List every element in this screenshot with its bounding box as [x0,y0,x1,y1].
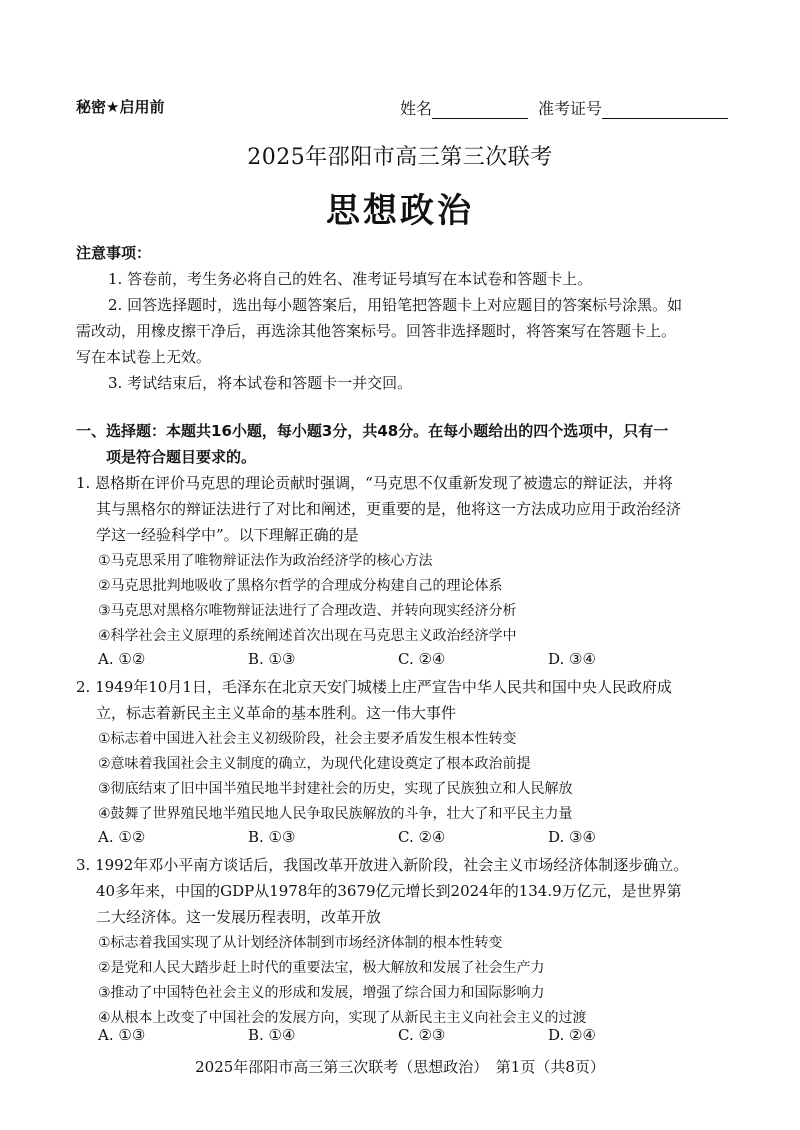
question-3-stem: 二大经济体。这一发展历程表明，改革开放 [96,908,382,926]
question-2-statement: ②意味着我国社会主义制度的确立，为现代化建设奠定了根本政治前提 [98,756,531,772]
page-footer: 2025年邵阳市高三第三次联考（思想政治） 第1页（共8页） [195,1058,605,1076]
candidate-fields [400,96,728,119]
section-heading: 一、选择题：本题共16小题，每小题3分，共48分。在每小题给出的四个选项中，只有一 [76,422,669,440]
option-a[interactable]: A. ①② [98,650,146,668]
notice-item: 1. 答卷前，考生务必将自己的姓名、准考证号填写在本试卷和答题卡上。 [108,270,593,288]
option-c[interactable]: C. ②④ [398,828,446,846]
exam-number-label: 准考证号 [538,99,603,118]
option-d[interactable]: D. ②④ [548,1026,596,1044]
question-1-statement: ②马克思批判地吸收了黑格尔哲学的合理成分构建自己的理论体系 [98,578,503,594]
question-2-statement: ④鼓舞了世界殖民地半殖民地人民争取民族解放的斗争，壮大了和平民主力量 [98,806,573,822]
question-2-statement: ③彻底结束了旧中国半殖民地半封建社会的历史，实现了民族独立和人民解放 [98,781,573,797]
question-2-stem: 2. 1949年10月1日，毛泽东在北京天安门城楼上庄严宣告中华人民共和国中央人民政府成 [76,678,672,696]
notice-heading: 注意事项： [76,244,152,262]
option-b[interactable]: B. ①③ [248,650,296,668]
question-2-options [98,828,698,846]
name-label: 姓名 [400,99,433,118]
question-3-statement: ②是党和人民大踏步赶上时代的重要法宝，极大解放和发展了社会生产力 [98,960,545,976]
option-d[interactable]: D. ③④ [548,828,596,846]
option-d[interactable]: D. ③④ [548,650,596,668]
section-heading-cont: 项是符合题目要求的。 [106,448,257,466]
option-b[interactable]: B. ①④ [248,1026,296,1044]
option-a[interactable]: A. ①② [98,828,146,846]
question-1-statement: ①马克思采用了唯物辩证法作为政治经济学的核心方法 [98,553,433,569]
question-3-stem: 3. 1992年邓小平南方谈话后，我国改革开放进入新阶段，社会主义市场经济体制逐步确立。 [76,856,689,874]
exam-title: 2025年邵阳市高三第三次联考 [247,145,553,170]
question-1-statement: ③马克思对黑格尔唯物辩证法进行了合理改造、并转向现实经济分析 [98,603,517,619]
option-a[interactable]: A. ①③ [98,1026,146,1044]
option-b[interactable]: B. ①③ [248,828,296,846]
question-2-statement: ①标志着中国进入社会主义初级阶段，社会主要矛盾发生根本性转变 [98,731,517,747]
question-3-statement: ①标志着我国实现了从计划经济体制到市场经济体制的根本性转变 [98,935,503,951]
question-3-options [98,1026,698,1044]
question-1-options [98,650,698,668]
notice-item: 写在本试卷上无效。 [76,348,212,366]
question-1-statement: ④科学社会主义原理的系统阐述首次出现在马克思主义政治经济学中 [98,628,517,644]
question-1-stem: 其与黑格尔的辩证法进行了对比和阐述，更重要的是，他将这一方法成功应用于政治经济 [96,500,682,518]
subject-title: 思想政治 [326,191,474,231]
exam-number-blank [602,102,728,119]
question-2-stem: 立，标志着新民主主义革命的基本胜利。这一伟大事件 [96,704,457,722]
option-c[interactable]: C. ②④ [398,650,446,668]
notice-item: 2. 回答选择题时，选出每小题答案后，用铅笔把答题卡上对应题目的答案标号涂黑。如 [108,296,683,314]
option-c[interactable]: C. ②③ [398,1026,446,1044]
secret-label: 秘密★启用前 [76,98,165,116]
notice-item: 需改动，用橡皮擦干净后，再选涂其他答案标号。回答非选择题时，将答案写在答题卡上。 [76,322,677,340]
question-1-stem: 1. 恩格斯在评价马克思的理论贡献时强调，“马克思不仅重新发现了被遗忘的辩证法，并将 [76,474,673,492]
question-3-statement: ③推动了中国特色社会主义的形成和发展，增强了综合国力和国际影响力 [98,985,545,1001]
question-3-stem: 40多年来，中国的GDP从1978年的3679亿元增长到2024年的134.9万亿元，是世界第 [96,882,682,900]
question-3-statement: ④从根本上改变了中国社会的发展方向，实现了从新民主主义向社会主义的过渡 [98,1010,587,1026]
name-blank [432,102,528,119]
question-1-stem: 学这一经验科学中”。以下理解正确的是 [96,526,359,544]
notice-item: 3. 考试结束后，将本试卷和答题卡一并交回。 [108,374,413,392]
